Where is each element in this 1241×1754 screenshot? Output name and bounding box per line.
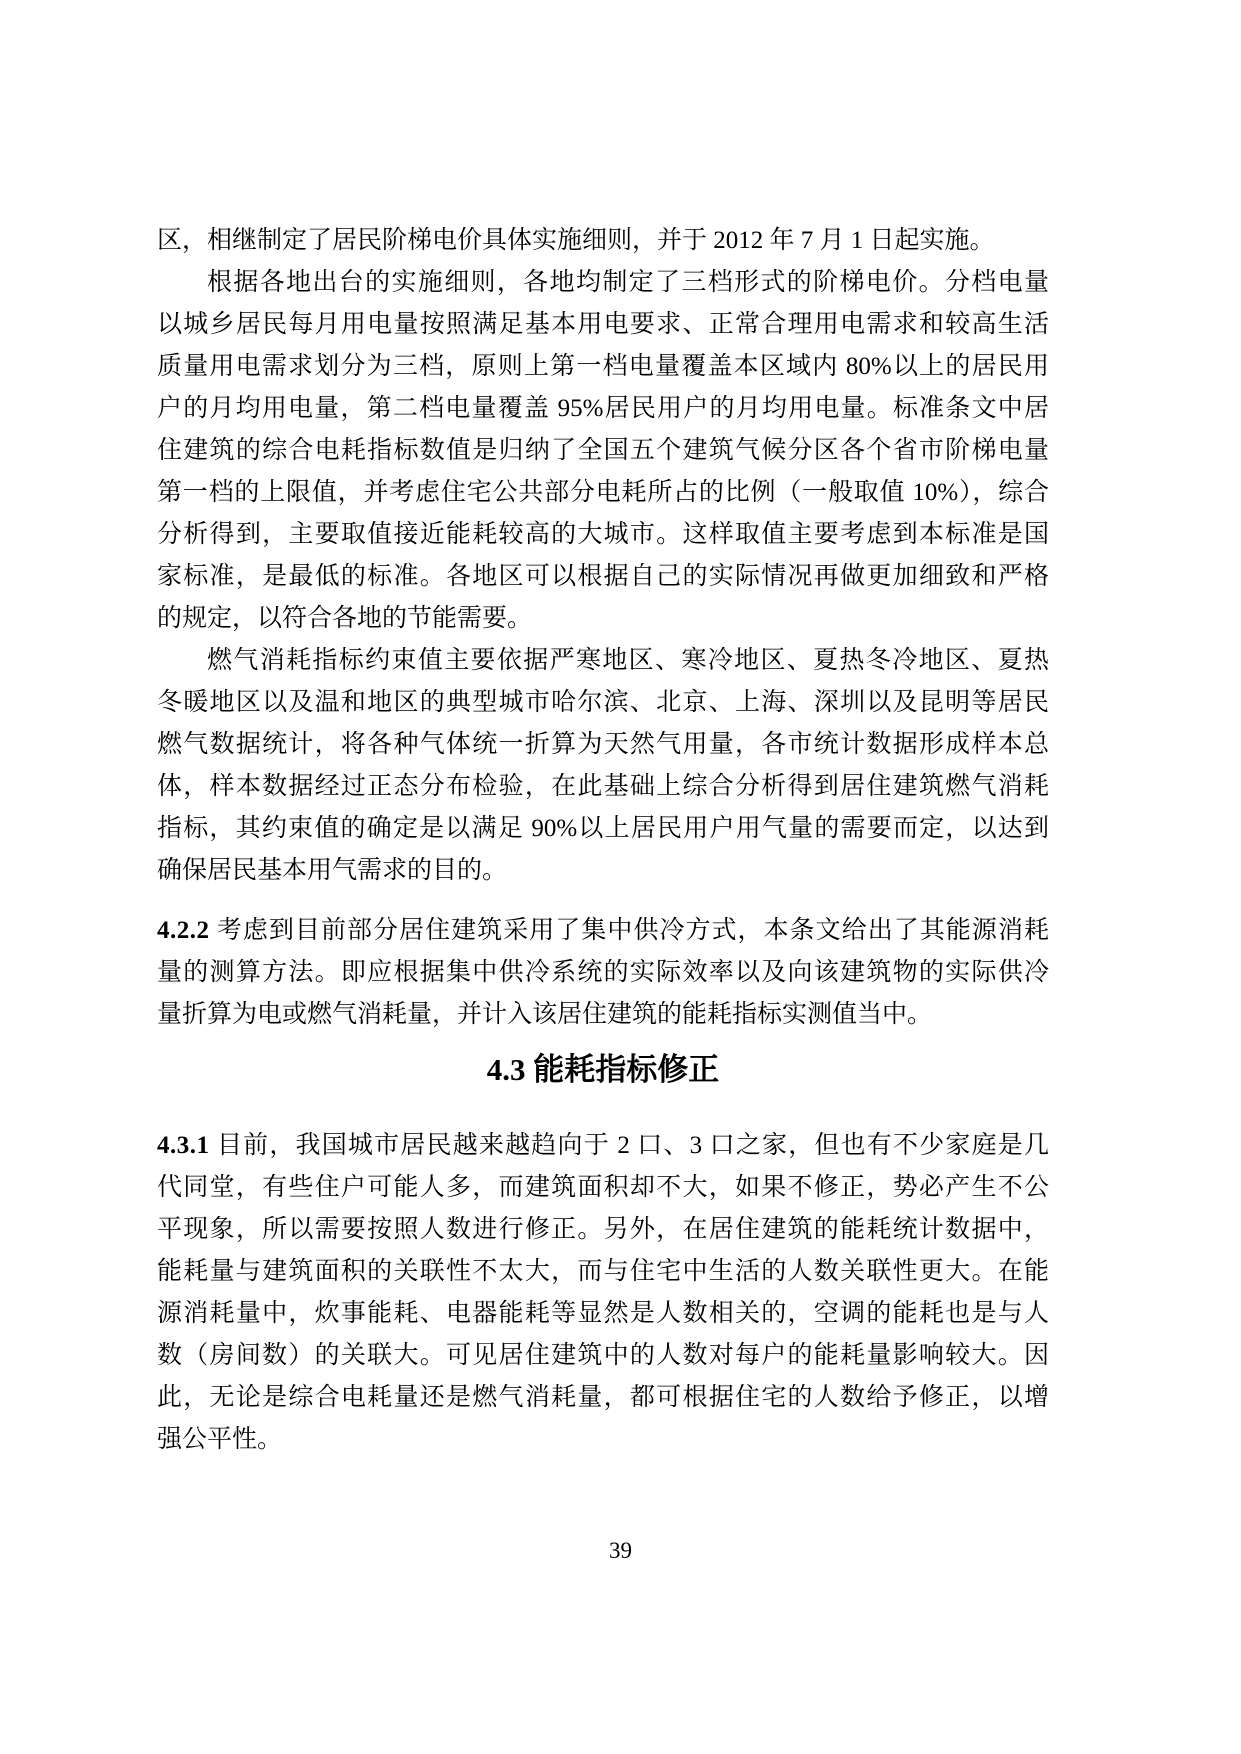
text-line: 此，无论是综合电耗量还是燃气消耗量，都可根据住宅的人数给予修正，以增: [157, 1384, 1049, 1411]
clause-number-4-3-1: 4.3.1: [157, 1132, 210, 1159]
text-line: 的规定，以符合各地的节能需要。: [157, 605, 533, 632]
text-line: 冬暖地区以及温和地区的典型城市哈尔滨、北京、上海、深圳以及昆明等居民: [157, 689, 1049, 716]
text-line: 量折算为电或燃气消耗量，并计入该居住建筑的能耗指标实测值当中。: [157, 1001, 933, 1028]
text-line: 体，样本数据经过正态分布检验，在此基础上综合分析得到居住建筑燃气消耗: [157, 773, 1049, 800]
text-line: 源消耗量中，炊事能耗、电器能耗等显然是人数相关的，空调的能耗也是与人: [157, 1300, 1049, 1327]
text-line: 第一档的上限值，并考虑住宅公共部分电耗所占的比例（一般取值 10%），综合: [157, 479, 1049, 506]
text-line: 数（房间数）的关联大。可见居住建筑中的人数对每户的能耗量影响较大。因: [157, 1342, 1049, 1369]
text-line: 燃气数据统计，将各种气体统一折算为天然气用量，各市统计数据形成样本总: [157, 731, 1049, 758]
text-line: 平现象，所以需要按照人数进行修正。另外，在居住建筑的能耗统计数据中，: [157, 1216, 1049, 1243]
text-line: 户的月均用电量，第二档电量覆盖 95%居民用户的月均用电量。标准条文中居: [157, 395, 1049, 422]
page-number: 39: [609, 1538, 632, 1563]
section-heading: 4.3 能耗指标修正: [486, 1052, 720, 1087]
text-line: [157, 1125, 1049, 1167]
text-line: 代同堂，有些住户可能人多，而建筑面积却不大，如果不修正，势必产生不公: [157, 1174, 1049, 1201]
text-line: 燃气消耗指标约束值主要依据严寒地区、寒冷地区、夏热冬冷地区、夏热: [207, 647, 1049, 674]
text-block: [157, 0, 1049, 1461]
text-line: 能耗量与建筑面积的关联性不太大，而与住宅中生活的人数关联性更大。在能: [157, 1258, 1049, 1285]
text-line: [157, 910, 1049, 952]
text-line: 区，相继制定了居民阶梯电价具体实施细则，并于 2012 年 7 月 1 日起实施。: [157, 227, 995, 254]
clause-number-4-2-2: 4.2.2: [157, 917, 210, 944]
text-line: 家标准，是最低的标准。各地区可以根据自己的实际情况再做更加细致和严格: [157, 563, 1049, 590]
clause-text: 考虑到目前部分居住建筑采用了集中供冷方式，本条文给出了其能源消耗: [209, 917, 1049, 944]
text-line: 确保居民基本用气需求的目的。: [157, 857, 508, 884]
text-line: 分析得到，主要取值接近能耗较高的大城市。这样取值主要考虑到本标准是国: [157, 521, 1049, 548]
clause-text: 目前，我国城市居民越来越趋向于 2 口、3 口之家，但也有不少家庭是几: [209, 1132, 1049, 1159]
text-line: 住建筑的综合电耗指标数值是归纳了全国五个建筑气候分区各个省市阶梯电量: [157, 437, 1049, 464]
text-line: 质量用电需求划分为三档，原则上第一档电量覆盖本区域内 80%以上的居民用: [157, 353, 1049, 380]
text-line: 指标，其约束值的确定是以满足 90%以上居民用户用气量的需要而定，以达到: [157, 815, 1049, 842]
text-line: 强公平性。: [157, 1426, 283, 1453]
text-line: 根据各地出台的实施细则，各地均制定了三档形式的阶梯电价。分档电量: [207, 269, 1049, 296]
text-line: 量的测算方法。即应根据集中供冷系统的实际效率以及向该建筑物的实际供冷: [157, 959, 1049, 986]
text-line: 以城乡居民每月用电量按照满足基本用电要求、正常合理用电需求和较高生活: [157, 311, 1049, 338]
